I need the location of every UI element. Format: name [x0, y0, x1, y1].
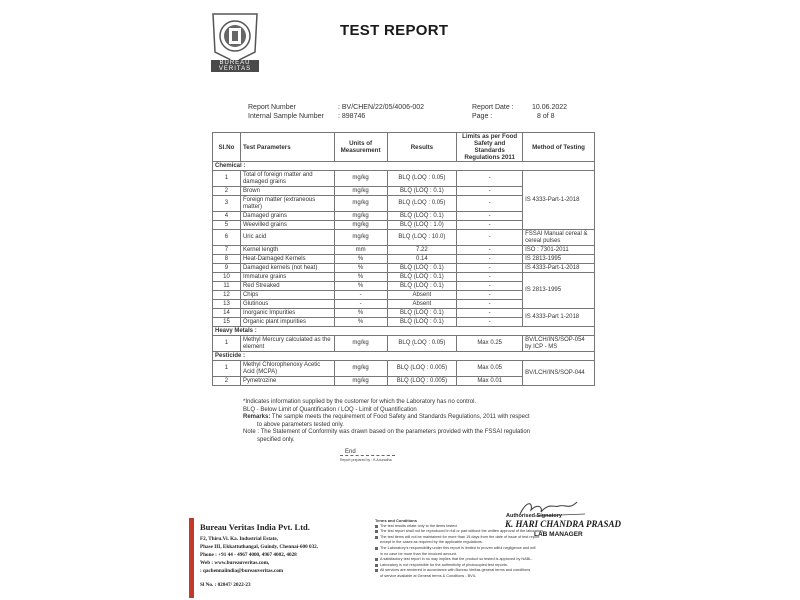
cell-result: 0.14 — [387, 255, 457, 264]
cell-method: ISO : 7301-2011 — [523, 246, 595, 255]
cell-unit: - — [334, 291, 387, 300]
header-limits: Limits as per Food Safety and Standards Regulations 2011 — [457, 133, 523, 162]
report-number-label: Report Number — [248, 104, 296, 111]
section-chemical: Chemical : — [213, 162, 595, 171]
cell-unit: - — [334, 300, 387, 309]
cell-limit: - — [457, 318, 523, 327]
cell-method: IS 4333-Part-1-2018 — [523, 264, 595, 273]
list-item: of service available at General terms & Conditions - BVIL — [380, 573, 476, 578]
cell-method: FSSAI Manual cereal & cereal pulses — [523, 230, 595, 246]
cell-limit: - — [457, 291, 523, 300]
cell-limit: - — [457, 230, 523, 246]
logo-wordmark: BUREAU VERITAS — [211, 60, 259, 72]
cell-param: Methyl Mercury calculated as the element — [240, 336, 334, 352]
section-pesticide: Pesticide : — [213, 352, 595, 361]
cell-unit: % — [334, 282, 387, 291]
company-web: Web : www.bureauveritas.com, — [200, 560, 270, 566]
table-row — [213, 230, 595, 246]
report-number-value: : BV/CHEN/22/05/4006-002 — [338, 104, 424, 111]
cell-limit: - — [457, 196, 523, 212]
table-row — [213, 171, 595, 187]
cell-limit: Max 0.05 — [457, 361, 523, 377]
cell-result: 7.22 — [387, 246, 457, 255]
cell-method: IS 4333-Part-1-2018 — [523, 171, 595, 230]
cell-no: 5 — [213, 221, 241, 230]
cell-result: BLQ (LOQ : 0.1) — [387, 212, 457, 221]
cell-method: IS 2813-1995 — [523, 273, 595, 309]
cell-unit: % — [334, 318, 387, 327]
cell-result: BLQ (LOQ : 10.0) — [387, 230, 457, 246]
list-item: All services are rendered in accordance with Bureau Veritas general terms and conditions — [375, 568, 600, 574]
cell-no: 1 — [213, 361, 241, 377]
cell-no: 2 — [213, 377, 241, 386]
cell-method: BV/LCH/INS/SOP-044 — [523, 361, 595, 386]
cell-unit: mg/kg — [334, 230, 387, 246]
cell-no: 3 — [213, 196, 241, 212]
cell-unit: % — [334, 264, 387, 273]
header-results: Results — [387, 133, 457, 162]
report-notes — [243, 399, 583, 444]
signatory-name: K. HARI CHANDRA PRASAD — [505, 519, 622, 529]
company-address-1: F2, Thiru.Vi. Ka. Industrial Estate, — [200, 536, 278, 542]
cell-unit: mg/kg — [334, 221, 387, 230]
cell-param: Red Streaked — [240, 282, 334, 291]
cell-no: 6 — [213, 230, 241, 246]
cell-param: Brown — [240, 187, 334, 196]
cell-unit: mg/kg — [334, 336, 387, 352]
note-statement-cont: specified only. — [257, 436, 295, 443]
prepared-by: Report prepared by : K.Anuradha — [340, 458, 392, 462]
cell-unit: % — [334, 255, 387, 264]
cell-no: 2 — [213, 187, 241, 196]
table-row — [213, 255, 595, 264]
cell-param: Immature grains — [240, 273, 334, 282]
cell-param: Glutinous — [240, 300, 334, 309]
cell-method: IS 2813-1995 — [523, 255, 595, 264]
sample-number-label: Internal Sample Number — [248, 113, 324, 120]
header-units: Units of Measurement — [334, 133, 387, 162]
company-address-2: Phase III, Ekkattuthangal, Guindy, Chennai-600 032. — [200, 544, 319, 550]
serial-number: Sl No. : 02847/ 2022-23 — [200, 582, 251, 588]
end-divider — [340, 455, 395, 456]
results-table — [212, 132, 595, 386]
cell-param: Uric acid — [240, 230, 334, 246]
cell-no: 4 — [213, 212, 241, 221]
note-remarks: Remarks: The sample meets the requirement of Food Safety and Standards Regulations, 2011 with respect — [243, 414, 530, 420]
cell-param: Chips — [240, 291, 334, 300]
end-marker: End — [345, 449, 356, 455]
list-item: in no case be more than the invoiced amount. — [380, 551, 457, 556]
cell-param: Damaged grains — [240, 212, 334, 221]
cell-result: BLQ (LOQ : 0.005) — [387, 361, 457, 377]
cell-no: 10 — [213, 273, 241, 282]
cell-result: BLQ (LOQ : 0.005) — [387, 377, 457, 386]
cell-limit: Max 0.01 — [457, 377, 523, 386]
page-title: TEST REPORT — [340, 22, 449, 39]
cell-result: BLQ (LOQ : 0.1) — [387, 282, 457, 291]
header-slno: Sl.No — [213, 133, 241, 162]
cell-no: 8 — [213, 255, 241, 264]
cell-unit: mg/kg — [334, 187, 387, 196]
report-date-label: Report Date : — [472, 104, 514, 111]
note-remarks-cont: to above parameters tested only. — [257, 421, 344, 428]
cell-param: Damaged kernels (not heat) — [240, 264, 334, 273]
header-parameters: Test Parameters — [240, 133, 334, 162]
cell-param: Pymetrozine — [240, 377, 334, 386]
cell-unit: mg/kg — [334, 361, 387, 377]
cell-limit: - — [457, 309, 523, 318]
list-item: except in the cases as required by the applicable regulations. — [380, 540, 483, 545]
cell-result: BLQ (LOQ : 0.1) — [387, 187, 457, 196]
list-item: The Laboratory's responsibility under this report is limited to proven wilful negligence and will — [375, 546, 600, 552]
cell-limit: - — [457, 282, 523, 291]
footer-accent-bar — [189, 518, 194, 598]
note-customer-info: *Indicates information supplied by the customer for which the Laboratory has no control. — [243, 399, 477, 405]
list-item: A satisfactory test report in no way implies that the product so tested is approved by NABL. — [375, 557, 600, 563]
cell-result: BLQ (LOQ : 0.1) — [387, 264, 457, 273]
cell-param: Inorganic Impurities — [240, 309, 334, 318]
cell-limit: - — [457, 187, 523, 196]
cell-unit: mm — [334, 246, 387, 255]
cell-param: Organic plant impurities — [240, 318, 334, 327]
company-email: : qachennaiindia@bureauveritas.com — [200, 568, 284, 574]
company-name: Bureau Veritas India Pvt. Ltd. — [200, 522, 310, 532]
cell-limit: - — [457, 246, 523, 255]
cell-no: 14 — [213, 309, 241, 318]
table-row — [213, 264, 595, 273]
list-item: Laboratory is not responsible for the authenticity of photocopied test reports. — [375, 563, 600, 569]
cell-param: Heat-Damaged Kernels — [240, 255, 334, 264]
cell-param: Foreign matter (extraneous matter) — [240, 196, 334, 212]
page-label: Page : — [472, 113, 493, 120]
cell-no: 11 — [213, 282, 241, 291]
cell-no: 1 — [213, 171, 241, 187]
table-row — [213, 361, 595, 377]
cell-result: BLQ (LOQ : 1.0) — [387, 221, 457, 230]
terms-heading: Terms and Conditions — [375, 518, 417, 523]
cell-result: BLQ (LOQ : 0.1) — [387, 318, 457, 327]
cell-limit: - — [457, 264, 523, 273]
cell-no: 1 — [213, 336, 241, 352]
cell-result: Absent — [387, 291, 457, 300]
report-date-value: 10.06.2022 — [532, 104, 568, 111]
cell-limit: - — [457, 212, 523, 221]
cell-result: BLQ (LOQ : 0.1) — [387, 309, 457, 318]
cell-unit: % — [334, 273, 387, 282]
authorised-signatory-label: Authorised Signatory — [506, 513, 562, 519]
table-row — [213, 273, 595, 282]
cell-unit: mg/kg — [334, 377, 387, 386]
cell-result: BLQ (LOQ : 0.05) — [387, 336, 457, 352]
list-item: The test results relate only to the items tested. — [375, 524, 600, 530]
note-blq: BLQ - Below Limit of Quantification / LOQ - Limit of Quantification — [243, 406, 417, 413]
cell-limit: - — [457, 255, 523, 264]
cell-unit: mg/kg — [334, 171, 387, 187]
cell-no: 12 — [213, 291, 241, 300]
cell-result: BLQ (LOQ : 0.05) — [387, 196, 457, 212]
section-heavy-metals: Heavy Metals : — [213, 327, 595, 336]
cell-result: BLQ (LOQ : 0.05) — [387, 171, 457, 187]
cell-limit: Max 0.25 — [457, 336, 523, 352]
cell-limit: - — [457, 171, 523, 187]
cell-no: 13 — [213, 300, 241, 309]
table-row — [213, 336, 595, 352]
company-phone: Phone : +91 44 - 4967 4000, 4967 4002, 4028 — [200, 552, 297, 558]
note-statement: Note : The Statement of Conformity was drawn based on the parameters provided with the FSSAI regulation — [243, 429, 531, 435]
cell-param: Kernel length — [240, 246, 334, 255]
header-method: Method of Testing — [523, 133, 595, 162]
table-row — [213, 246, 595, 255]
cell-param: Weevilled grains — [240, 221, 334, 230]
cell-param: Total of foreign matter and damaged grains — [240, 171, 334, 187]
cell-unit: mg/kg — [334, 196, 387, 212]
cell-unit: % — [334, 309, 387, 318]
table-header-row — [213, 133, 595, 162]
list-item: The test report shall not be reproduced in full or part without the written approval of the laboratory. — [375, 529, 600, 535]
cell-no: 7 — [213, 246, 241, 255]
cell-method: IS 4333-Part 1-2018 — [523, 309, 595, 327]
cell-limit: - — [457, 221, 523, 230]
sample-number-value: : 898746 — [338, 113, 366, 120]
cell-no: 15 — [213, 318, 241, 327]
page-value: 8 of 8 — [537, 113, 555, 120]
cell-method: BV/LCH/INS/SOP-054 by ICP - MS — [523, 336, 595, 352]
cell-limit: - — [457, 273, 523, 282]
cell-unit: mg/kg — [334, 212, 387, 221]
cell-param: Methyl Chlorophenoxy Acetic Acid (MCPA) — [240, 361, 334, 377]
signatory-title: LAB MANAGER — [534, 531, 583, 538]
cell-result: BLQ (LOQ : 0.1) — [387, 273, 457, 282]
cell-result: Absent — [387, 300, 457, 309]
table-row — [213, 309, 595, 318]
list-item: The test items will not be maintained for more than 15 days from the date of issue of test report — [375, 535, 600, 541]
cell-limit: - — [457, 300, 523, 309]
cell-no: 9 — [213, 264, 241, 273]
